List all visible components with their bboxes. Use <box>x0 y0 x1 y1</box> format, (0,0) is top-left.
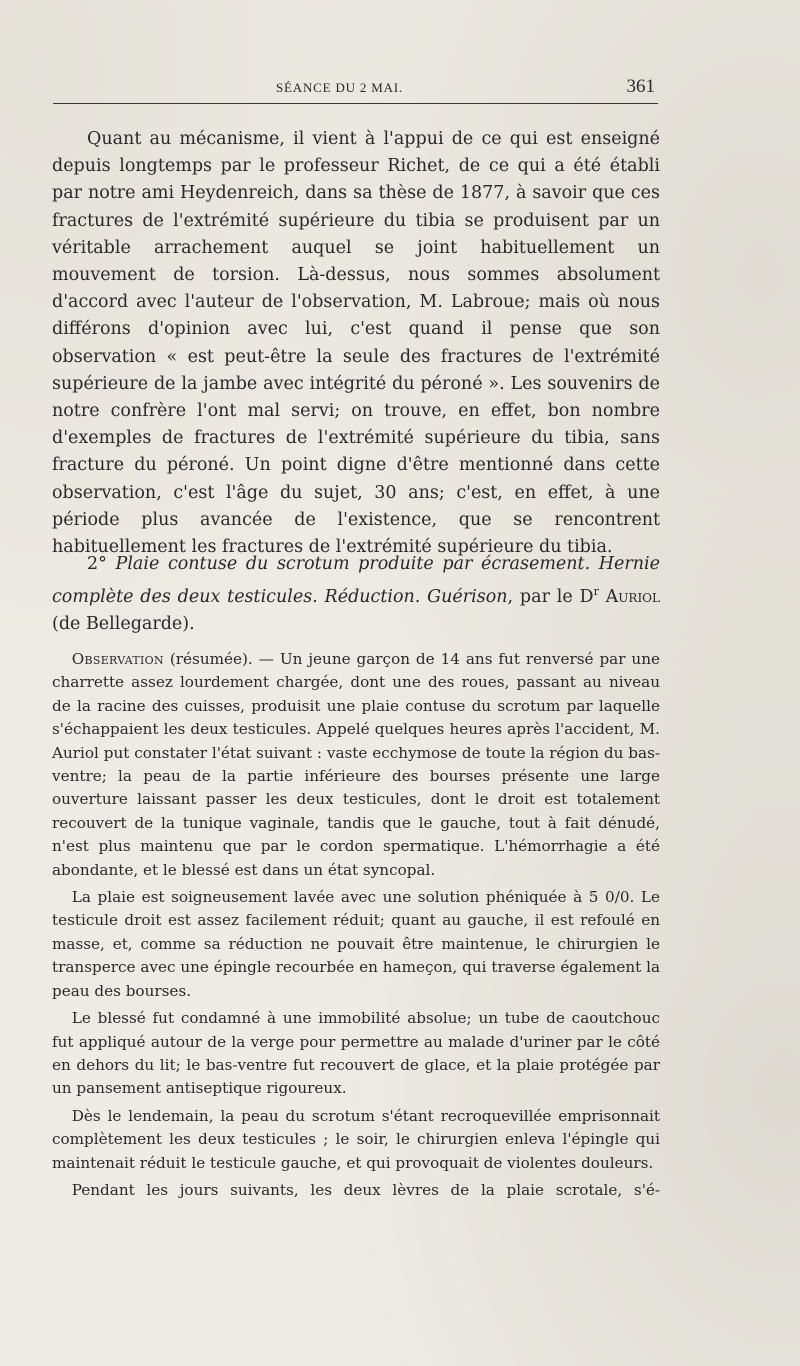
header-rule <box>53 103 658 104</box>
observation-text-1: Un jeune garçon de 14 ans fut renversé par une charrette assez lourdement chargée, dont une des roues, passant au niveau de la racine des cuisses, produisit une plaie contuse du scrotum par laquelle s'échappaient les deux testicules. Appelé quelques heures après l'accident, M. Auriol put constater l'état suivant : vaste ecchymose de toute la région du bas-ventre; la peau de la partie inférieure des bourses présente une large ouverture laissant passer les deux testicules, dont le droit est totalement recouvert de la tunique vaginale, tandis que le gauche, tout à fait dénudé, n'est plus maintenu que par le cordon spermatique. L'hémorrhagie a été abondante, et le blessé est dans un état syncopal. <box>52 650 660 879</box>
observation-label: Observation <box>71 650 164 668</box>
section-title: Plaie contuse du scrotum produite par écrasement. Hernie complète des deux testicules. Réduction. Guérison <box>52 554 660 607</box>
page-number: 361 <box>626 76 655 97</box>
observation-paragraph-3: Le blessé fut condamné à une immobilité absolue; un tube de caoutchouc fut appliqué autour de la verge pour permettre au malade d'uriner par le côté en dehors du lit; le bas-ventre fut recouvert de glace, et la plaie protégée par un pansement antiseptique rigoureux. <box>52 1009 660 1098</box>
section-author: Auriol <box>605 586 660 607</box>
observation-paragraph-4: Dès le lendemain, la peau du scrotum s'étant recroquevillée emprisonnait complètement les deux testicules ; le soir, le chirurgien enleva l'épingle qui maintenait réduit le testicule gauche, et qui provoquait de violentes douleurs. <box>52 1106 660 1172</box>
observation-paragraph-1 <box>52 648 660 882</box>
observation-label-suffix: (résumée). — <box>163 650 280 668</box>
observation-paragraph-5: Pendant les jours suivants, les deux lèvres de la plaie scrotale, s'é- <box>71 1180 660 1199</box>
section-by: , par le D <box>507 586 594 607</box>
observation-block <box>52 648 660 1206</box>
section-place: (de Bellegarde). <box>52 613 195 634</box>
intro-paragraph: Quant au mécanisme, il vient à l'appui de ce qui est enseigné depuis longtemps par le professeur Richet, de ce qui a été établi par notre ami Heydenreich, dans sa thèse de 1877, à savoir que ces fractures de l'extrémité supérieure du tibia se produisent par un véritable arrachement auquel se joint habituellement un mouvement de torsion. Là-dessus, nous sommes absolument d'accord avec l'auteur de l'observation, M. Labroue; mais où nous différons d'opinion avec lui, c'est quand il pense que son observation « est peut-être la seule des fractures de l'extrémité supérieure de la jambe avec intégrité du péroné ». Les souvenirs de notre confrère l'ont mal servi; on trouve, en effet, bon nombre d'exemples de fractures de l'extrémité supérieure du tibia, sans fracture du péroné. Un point digne d'être mentionné dans cette observation, c'est l'âge du sujet, 30 ans; c'est, en effet, à une période plus avancée de l'existence, que se rencontrent habituellement les fractures de l'extrémité supérieure du tibia. <box>52 129 660 558</box>
section-dr-sup: r <box>593 585 599 598</box>
section-number: 2° <box>87 554 107 574</box>
running-title: SÉANCE DU 2 MAI. <box>276 80 403 95</box>
section-heading <box>52 551 660 638</box>
running-header <box>52 76 657 100</box>
observation-paragraph-2: La plaie est soigneusement lavée avec une solution phéniquée à 5 0/0. Le testicule droit est assez facilement réduit; quant au gauche, il est refoulé en masse, et, comme sa réduction ne pouvait être maintenue, le chirurgien le transperce avec une épingle recourbée en hameçon, qui traverse également la peau des bourses. <box>52 888 660 1000</box>
